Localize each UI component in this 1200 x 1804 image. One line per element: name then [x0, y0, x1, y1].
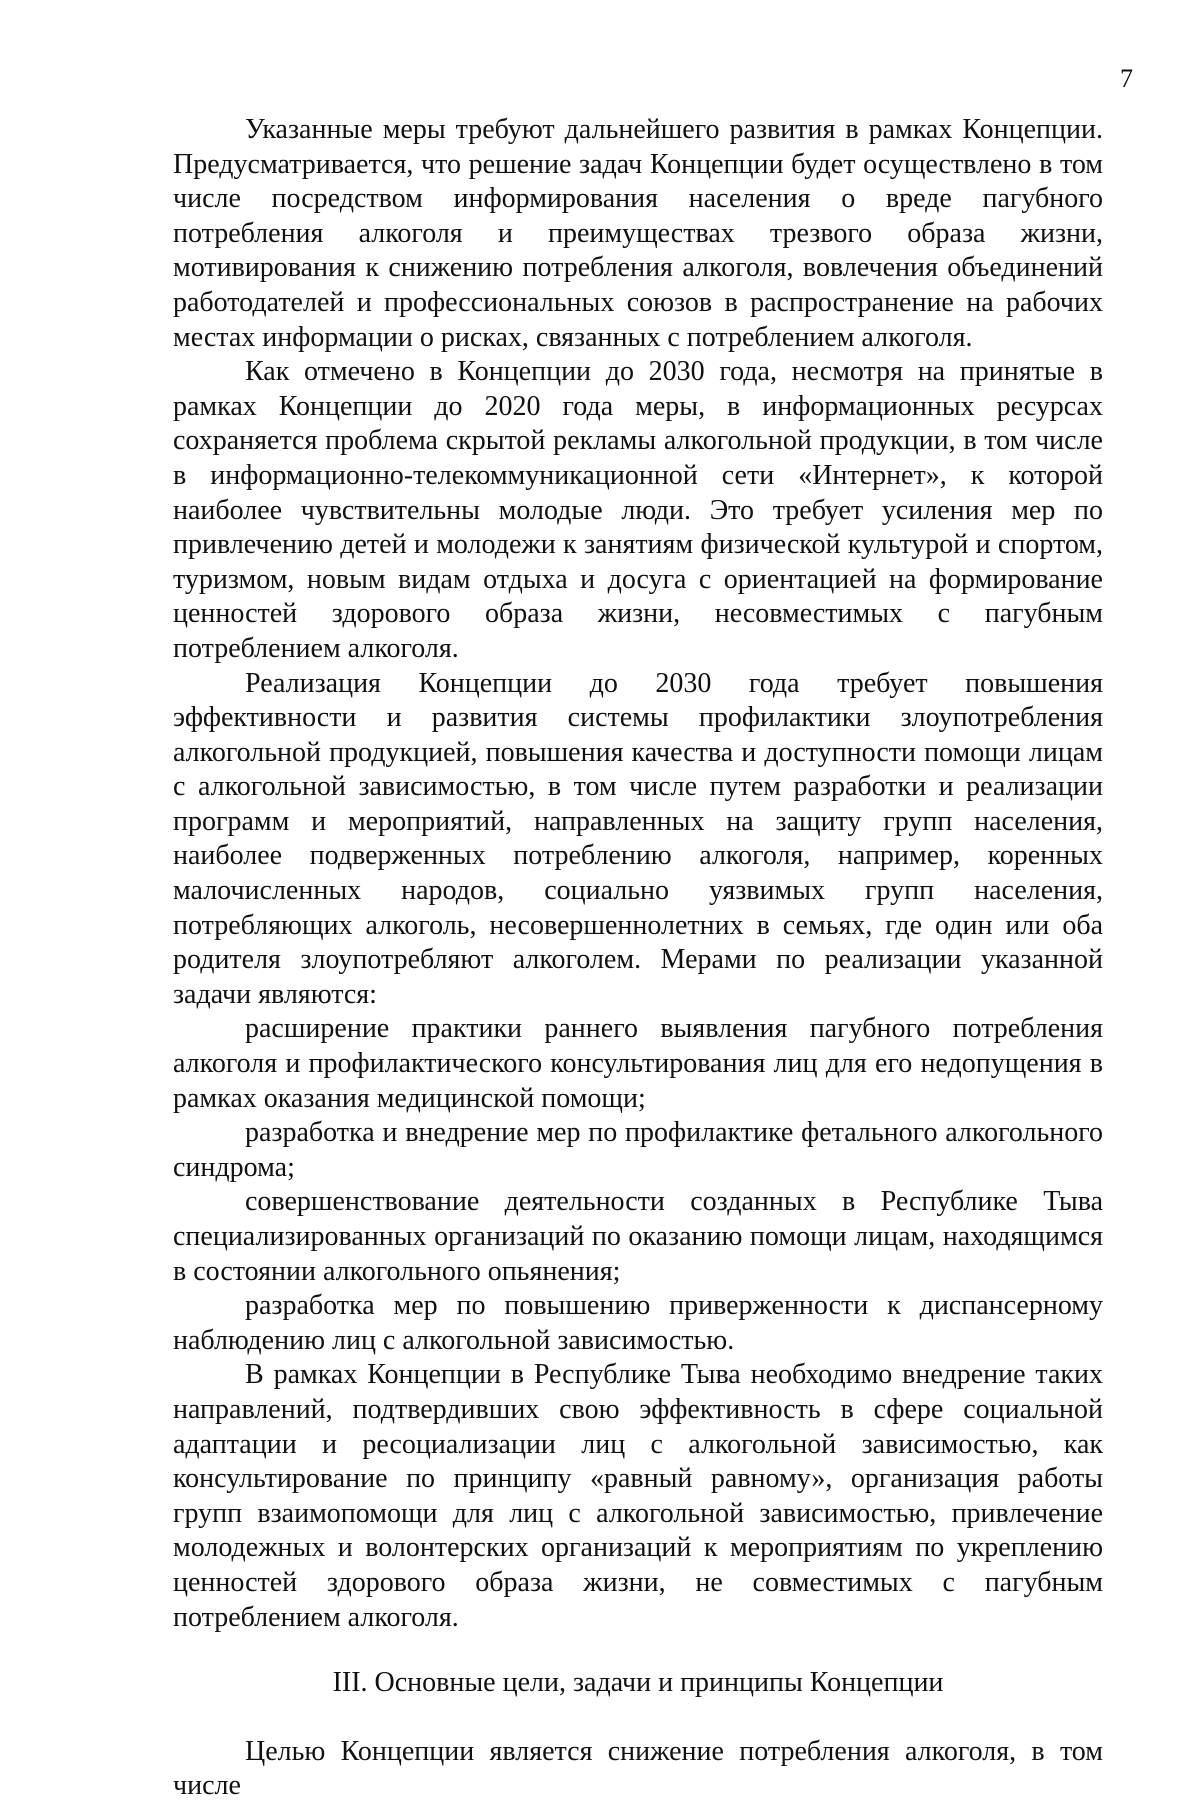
page-number: 7: [1120, 64, 1133, 93]
list-item-early-detection: расширение практики раннего выявления пагубного потребления алкоголя и профилактического консультирования лиц для его недопущения в рамках оказания медицинской помощи;: [173, 1013, 1103, 1114]
paragraph-prevention-system: Реализация Концепции до 2030 года требует повышения эффективности и развития системы профилактики злоупотребления алкогольной продукцией, повышения качества и доступности помощи лицам с алкогольной зависимостью, в том числе путем разработки и реализации программ и мероприятий, направленных на защиту групп населения, наиболее подверженных потреблению алкоголя, например, коренных малочисленных народов, социально уязвимых групп населения, потребляющих алкоголь, несовершеннолетних в семьях, где один или оба родителя злоупотребляют алкоголем. Мерами по реализации указанной задачи являются:: [173, 667, 1103, 1010]
body-text: [173, 113, 1103, 1804]
spacer: [173, 1635, 1103, 1666]
list-item-dispensary-observation: разработка мер по повышению приверженности к диспансерному наблюдению лиц с алкогольной зависимостью.: [173, 1290, 1103, 1356]
paragraph-peer-consulting: В рамках Концепции в Республике Тыва необходимо внедрение таких направлений, подтвердивших свою эффективность в сфере социальной адаптации и ресоциализации лиц с алкогольной зависимостью, как консультирование по принципу «равный равному», организация работы групп взаимопомощи для лиц с алкогольной зависимостью, привлечение молодежных и волонтерских организаций к мероприятиям по укреплению ценностей здорового образа жизни, не совместимых с пагубным потреблением алкоголя.: [173, 1359, 1103, 1633]
list-item-fetal-syndrome: разработка и внедрение мер по профилактике фетального алкогольного синдрома;: [173, 1117, 1103, 1183]
list-item-specialized-organizations: совершенствование деятельности созданных в Республике Тыва специализированных организаций по оказанию помощи лицам, находящимся в состоянии алкогольного опьянения;: [173, 1186, 1103, 1287]
section-heading: III. Основные цели, задачи и принципы Концепции: [332, 1667, 944, 1699]
spacer: [173, 1701, 1103, 1735]
paragraph-concept-goal: Целью Концепции является снижение потребления алкоголя, в том числе: [173, 1735, 1103, 1802]
paragraph-measures-development: Указанные меры требуют дальнейшего развития в рамках Концепции. Предусматривается, что решение задач Концепции будет осуществлено в том числе посредством информирования населения о вреде пагубного потребления алкоголя и преимуществах трезвого образа жизни, мотивирования к снижению потребления алкоголя, вовлечения объединений работодателей и профессиональных союзов в распространение на рабочих местах информации о рисках, связанных с потреблением алкоголя.: [173, 114, 1103, 353]
paragraph-hidden-advertising: Как отмечено в Концепции до 2030 года, несмотря на принятые в рамках Концепции до 2020 года меры, в информационных ресурсах сохраняется проблема скрытой рекламы алкогольной продукции, в том числе в информационно-телекоммуникационной сети «Интернет», к которой наиболее чувствительны молодые люди. Это требует усиления мер по привлечению детей и молодежи к занятиям физической культурой и спортом, туризмом, новым видам отдыха и досуга с ориентацией на формирование ценностей здорового образа жизни, несовместимых с пагубным потреблением алкоголя.: [173, 356, 1103, 664]
